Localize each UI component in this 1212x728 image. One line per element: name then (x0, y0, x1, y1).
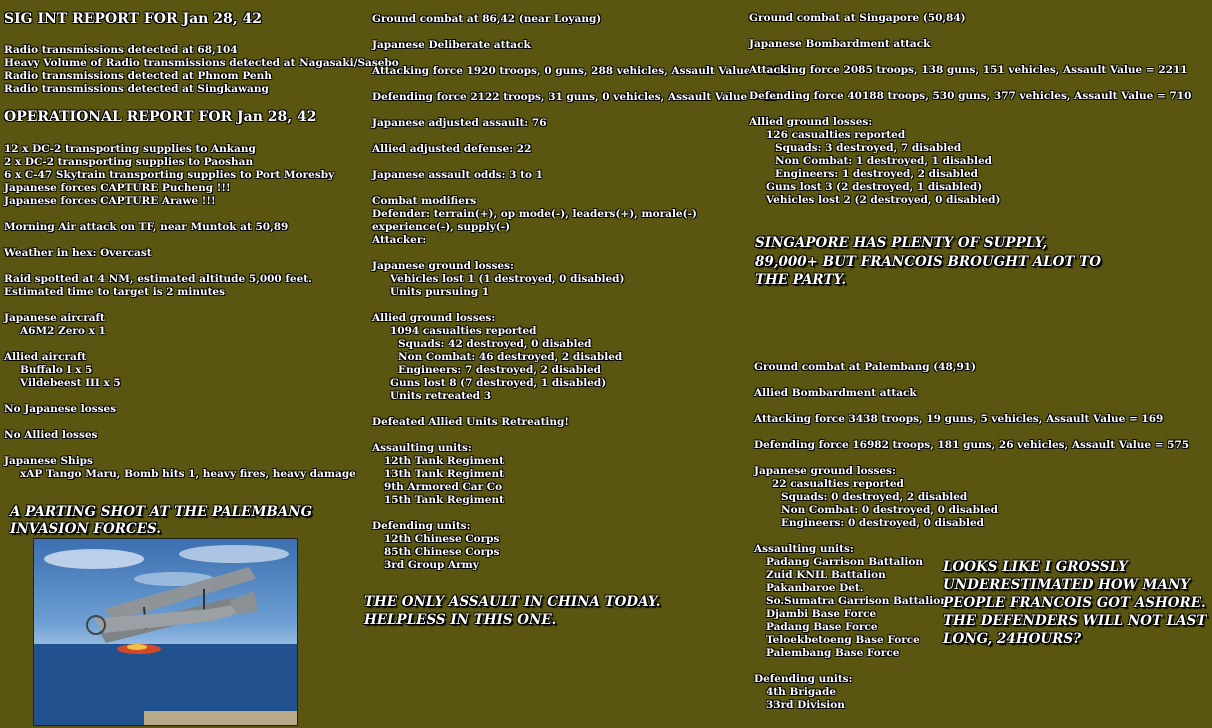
attacking-force: Attacking force 1920 troops, 0 guns, 288 vehicles, Assault Value = 181 (372, 65, 789, 77)
sigint-line: Radio transmissions detected at Phnom Penh (4, 70, 272, 82)
unit-entry: So.Sumatra Garrison Battalion (766, 595, 948, 607)
biplane-photo (33, 538, 298, 726)
allied-losses-title: Allied ground losses: (372, 312, 496, 324)
comment-line: THE DEFENDERS WILL NOT LAST (943, 613, 1207, 629)
defending-units-title: Defending units: (372, 520, 471, 532)
japanese-losses-title: Japanese ground losses: (372, 260, 514, 272)
aircraft-entry: Buffalo I x 5 (20, 364, 93, 376)
loss-line: Engineers: 1 destroyed, 2 disabled (775, 168, 979, 180)
comment-line: INVASION FORCES. (10, 521, 161, 537)
comment-line: THE ONLY ASSAULT IN CHINA TODAY. (364, 594, 661, 610)
allied-aircraft-label: Allied aircraft (4, 351, 87, 363)
sigint-line: Heavy Volume of Radio transmissions detected at Nagasaki/Sasebo (4, 57, 399, 69)
loss-line: Units retreated 3 (390, 390, 492, 402)
modifier-line: Attacker: (372, 234, 427, 246)
transport-line: 12 x DC-2 transporting supplies to Ankang (4, 143, 256, 155)
loss-line: Vehicles lost 1 (1 destroyed, 0 disabled) (390, 273, 625, 285)
defending-force: Defending force 16982 troops, 181 guns, 26 vehicles, Assault Value = 575 (754, 439, 1190, 451)
loss-line: Squads: 42 destroyed, 0 disabled (398, 338, 592, 350)
japanese-aircraft-label: Japanese aircraft (4, 312, 105, 324)
attack-type: Japanese Bombardment attack (749, 38, 931, 50)
combat-title: Ground combat at Singapore (50,84) (749, 12, 966, 24)
comment-line: LONG, 24HOURS? (943, 631, 1081, 647)
unit-entry: 15th Tank Regiment (384, 494, 504, 506)
sigint-line: Radio transmissions detected at 68,104 (4, 44, 238, 56)
unit-entry: Djambi Base Force (766, 608, 877, 620)
comment-line: HELPLESS IN THIS ONE. (364, 612, 557, 628)
no-allied-losses: No Allied losses (4, 429, 98, 441)
unit-entry: Zuid KNIL Battalion (766, 569, 886, 581)
transport-line: 6 x C-47 Skytrain transporting supplies to Port Moresby (4, 169, 335, 181)
comment-line: 89,000+ BUT FRANCOIS BROUGHT ALOT TO (755, 254, 1101, 270)
sigint-line: Radio transmissions detected at Singkawang (4, 83, 269, 95)
attacking-force: Attacking force 3438 troops, 19 guns, 5 vehicles, Assault Value = 169 (754, 413, 1164, 425)
unit-entry: Padang Base Force (766, 621, 878, 633)
assaulting-units-title: Assaulting units: (372, 442, 472, 454)
biplane-illustration (34, 539, 297, 725)
weather-line: Weather in hex: Overcast (4, 247, 152, 259)
japanese-ships-label: Japanese Ships (4, 455, 93, 467)
loss-line: Non Combat: 46 destroyed, 2 disabled (398, 351, 623, 363)
unit-entry: 4th Brigade (766, 686, 837, 698)
loss-line: 126 casualties reported (766, 129, 906, 141)
comment-line: THE PARTY. (755, 272, 847, 288)
comment-line: UNDERESTIMATED HOW MANY (943, 577, 1190, 593)
unit-entry: 85th Chinese Corps (384, 546, 500, 558)
capture-line: Japanese forces CAPTURE Pucheng !!! (4, 182, 231, 194)
comment-line: A PARTING SHOT AT THE PALEMBANG (10, 504, 313, 520)
loss-line: Vehicles lost 2 (2 destroyed, 0 disabled) (766, 194, 1001, 206)
raid-line: Raid spotted at 4 NM, estimated altitude 5,000 feet. (4, 273, 312, 285)
ship-entry: xAP Tango Maru, Bomb hits 1, heavy fires, heavy damage (20, 468, 356, 480)
air-attack-line: Morning Air attack on TF, near Muntok at 50,89 (4, 221, 289, 233)
attack-type: Japanese Deliberate attack (372, 39, 531, 51)
unit-entry: 12th Tank Regiment (384, 455, 504, 467)
assault-odds: Japanese assault odds: 3 to 1 (372, 169, 543, 181)
modifier-line: Defender: terrain(+), op mode(-), leaders(+), morale(-) (372, 208, 697, 220)
unit-entry: 13th Tank Regiment (384, 468, 504, 480)
loss-line: 1094 casualties reported (390, 325, 537, 337)
allied-losses-title: Allied ground losses: (749, 116, 873, 128)
unit-entry: Pakanbaroe Det. (766, 582, 864, 594)
loss-line: Engineers: 7 destroyed, 2 disabled (398, 364, 602, 376)
defending-force: Defending force 40188 troops, 530 guns, 377 vehicles, Assault Value = 710 (749, 90, 1192, 102)
sigint-heading: SIG INT REPORT FOR Jan 28, 42 (4, 11, 262, 27)
attack-type: Allied Bombardment attack (754, 387, 917, 399)
aircraft-entry: A6M2 Zero x 1 (20, 325, 106, 337)
combat-modifiers-title: Combat modifiers (372, 195, 477, 207)
raid-line: Estimated time to target is 2 minutes (4, 286, 226, 298)
loss-line: Engineers: 0 destroyed, 0 disabled (781, 517, 985, 529)
combat-title: Ground combat at Palembang (48,91) (754, 361, 977, 373)
modifier-line: experience(-), supply(-) (372, 221, 511, 233)
comment-line: SINGAPORE HAS PLENTY OF SUPPLY, (755, 235, 1047, 251)
adjusted-defense: Allied adjusted defense: 22 (372, 143, 532, 155)
capture-line: Japanese forces CAPTURE Arawe !!! (4, 195, 216, 207)
unit-entry: 33rd Division (766, 699, 845, 711)
comment-line: PEOPLE FRANCOIS GOT ASHORE. (943, 595, 1206, 611)
operational-heading: OPERATIONAL REPORT FOR Jan 28, 42 (4, 109, 317, 125)
japanese-losses-title: Japanese ground losses: (754, 465, 896, 477)
loss-line: Squads: 3 destroyed, 7 disabled (775, 142, 962, 154)
defending-force: Defending force 2122 troops, 31 guns, 0 vehicles, Assault Value = 19 (372, 91, 778, 103)
loss-line: Guns lost 8 (7 destroyed, 1 disabled) (390, 377, 607, 389)
no-japanese-losses: No Japanese losses (4, 403, 117, 415)
comment-line: LOOKS LIKE I GROSSLY (943, 559, 1128, 575)
adjusted-assault: Japanese adjusted assault: 76 (372, 117, 547, 129)
unit-entry: 9th Armored Car Co (384, 481, 503, 493)
defending-units-title: Defending units: (754, 673, 853, 685)
unit-entry: 12th Chinese Corps (384, 533, 500, 545)
attacking-force: Attacking force 2085 troops, 138 guns, 151 vehicles, Assault Value = 2211 (749, 64, 1188, 76)
loss-line: Non Combat: 1 destroyed, 1 disabled (775, 155, 992, 167)
unit-entry: Palembang Base Force (766, 647, 900, 659)
loss-line: Non Combat: 0 destroyed, 0 disabled (781, 504, 998, 516)
loss-line: Units pursuing 1 (390, 286, 490, 298)
unit-entry: 3rd Group Army (384, 559, 479, 571)
loss-line: 22 casualties reported (772, 478, 904, 490)
assaulting-units-title: Assaulting units: (754, 543, 854, 555)
defeated-line: Defeated Allied Units Retreating! (372, 416, 569, 428)
loss-line: Squads: 0 destroyed, 2 disabled (781, 491, 968, 503)
combat-title: Ground combat at 86,42 (near Loyang) (372, 13, 602, 25)
transport-line: 2 x DC-2 transporting supplies to Paoshan (4, 156, 254, 168)
unit-entry: Teloekbetoeng Base Force (766, 634, 920, 646)
aircraft-entry: Vildebeest III x 5 (20, 377, 121, 389)
loss-line: Guns lost 3 (2 destroyed, 1 disabled) (766, 181, 983, 193)
unit-entry: Padang Garrison Battalion (766, 556, 924, 568)
